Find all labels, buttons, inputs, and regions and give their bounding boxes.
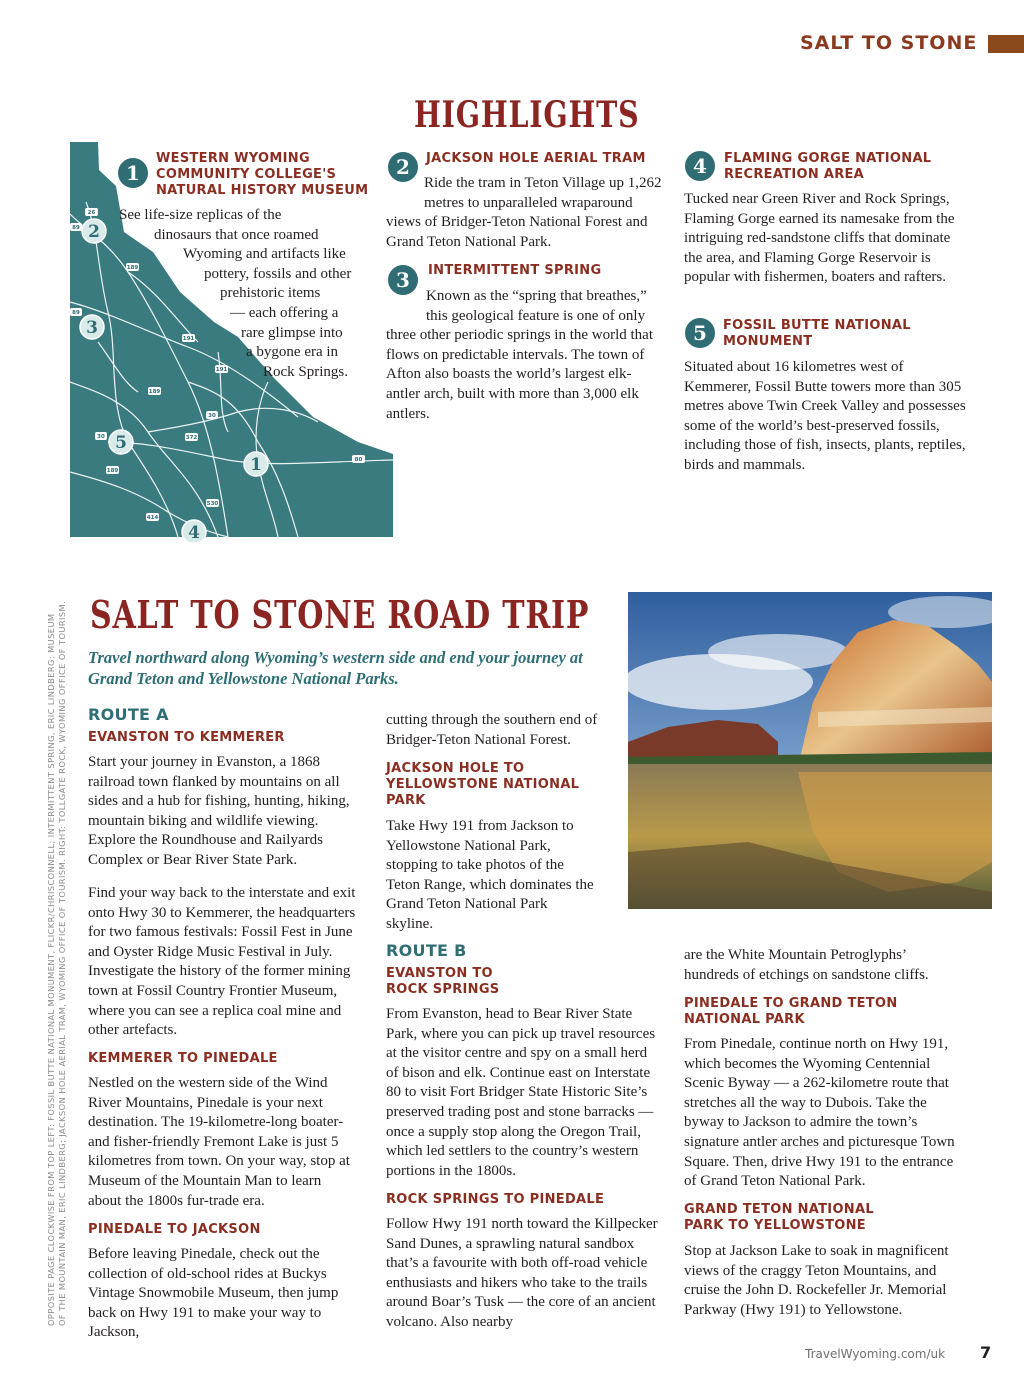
svg-text:30: 30 [208,413,216,419]
map-marker-2 [82,219,106,243]
highlight-number-5: 5 [685,318,715,348]
text-line: pottery, fossils and other [204,265,352,282]
svg-text:530: 530 [206,501,219,507]
map-marker-4 [182,520,206,542]
highlight-number-4: 4 [685,151,715,181]
map-region [70,142,393,537]
text-line: Wyoming and artifacts like [183,246,346,263]
text-line: prehistoric items [220,285,321,302]
svg-text:30: 30 [97,434,105,440]
svg-text:1: 1 [250,455,262,475]
photo-credit-line-1: OPPOSITE PAGE CLOCKWISE FROM TOP LEFT: FOSSIL BUTTE NATIONAL MONUMENT, FLICKR/CHRISCONNELL; INTERMITTENT SPRING, ERIC LINDBERG; MUSEUM [46,613,56,1326]
evanston-kemmerer-heading: EVANSTON TO KEMMERER [88,730,285,745]
route-shield [126,263,139,271]
svg-text:189: 189 [106,468,119,474]
highlight-number-3: 3 [388,265,418,295]
text-line: a bygone era in [246,344,339,361]
route-shield [206,499,219,507]
grand-teton-yellowstone-heading: GRAND TETON NATIONAL PARK TO YELLOWSTONE [684,1202,874,1233]
highlight-number-1: 1 [118,158,148,188]
evanston-kemmerer-p2: Find your way back to the interstate and exit onto Hwy 30 to Kemmerer, the headquarters for two famous festivals: Fossil Fest in June and Oyster Ridge Music Festival in July. Investigate the history of the former mining town at Fossil Country Frontier Museum, where you can see a replica coal mine and other artefacts. [88,885,356,1039]
roadtrip-title: SALT TO STONE ROAD TRIP [90,592,590,637]
paragraph: Ride the tram in Teton Village up 1,262 metres to unparalleled wraparound views of Bridger-Teton National Forest and Grand Teton National Park. [386,175,662,250]
svg-text:189: 189 [126,265,139,271]
route-shield [106,466,119,474]
highlight-title-flaming-gorge: FLAMING GORGE NATIONAL RECREATION AREA [724,151,932,182]
rock-springs-pinedale-heading: ROCK SPRINGS TO PINEDALE [386,1192,605,1207]
wyoming-map [68,142,394,542]
svg-text:191: 191 [182,336,195,342]
svg-text:2: 2 [88,222,100,242]
section-title: SALT TO STONE [800,32,978,54]
highlights-title: HIGHLIGHTS [414,94,640,136]
pinedale-grand-teton-body: From Pinedale, continue north on Hwy 191, which becomes the Wyoming Centennial Scenic Byway — a 262-kilometre route that stretches all the way to Dubois. Take the byway to Jackson to admire the town’s signature antler arches and picturesque Town Square. Then, drive Hwy 191 to the entrance of Grand Teton National Park. [684,1036,955,1190]
svg-text:80: 80 [354,457,363,463]
highlight-body-spring [386,287,664,424]
tollgate-rock-photo [628,592,992,909]
text-line: rare glimpse into [241,324,343,341]
route-shield [70,308,82,316]
svg-text:372: 372 [185,435,198,441]
text-line: Rock Springs. [263,363,349,380]
text-line: dinosaurs that once roamed [154,226,319,243]
grand-teton-yellowstone-body: Stop at Jackson Lake to soak in magnificent views of the craggy Teton Mountains, and cruise the John D. Rockefeller Jr. Memorial Parkway (Hwy 191) to Yellowstone. [684,1243,949,1318]
svg-text:89: 89 [72,310,80,316]
svg-text:3: 3 [86,318,98,338]
paragraph: Known as the “spring that breathes,” this geological feature is one of only three other periodic springs in the world that flows on predictable intervals. The town of Afton also boasts the world’s largest elk-antler arch, built with more than 3,000 elk antlers. [386,288,654,422]
page-number: 7 [980,1343,992,1362]
highlight-body-tram [386,174,664,252]
photo-credit-line-2: OF THE MOUNTAIN MAN, ERIC LINDBERG; JACKSON HOLE AERIAL TRAM, WYOMING OFFICE OF TOURISM. RIGHT: TOLLGATE ROCK, WYOMING OFFICE OF TOURISM. [57,600,67,1326]
map-marker-1 [244,452,268,476]
kemmerer-pinedale-heading: KEMMERER TO PINEDALE [88,1051,278,1066]
jackson-yellowstone-body: Take Hwy 191 from Jackson to Yellowstone National Park, stopping to take photos of the Teton Range, which dominates the Grand Teton National Park skyline. [386,818,594,932]
route-b-heading: ROUTE B [386,941,467,960]
route-shield [95,432,107,440]
svg-text:414: 414 [146,515,159,521]
route-shield [182,334,195,342]
svg-text:26: 26 [87,210,96,216]
route-a-heading: ROUTE A [88,705,169,724]
route-shield [215,365,228,373]
route-shield [146,513,159,521]
jackson-yellowstone-heading: JACKSON HOLE TO YELLOWSTONE NATIONAL PARK [386,761,580,808]
kemmerer-pinedale-body: Nestled on the western side of the Wind River Mountains, Pinedale is your next destination. The 19-kilometre-long boater- and fisher-friendly Fremont Lake is just 5 kilometres from town. On your way, stop at Museum of the Mountain Man to learn about the 1800s fur-trade era. [88,1075,350,1209]
svg-text:191: 191 [215,367,228,373]
highlight-body-flaming-gorge: Tucked near Green River and Rock Springs, Flaming Gorge earned its namesake from the intriguing red-sandstone cliffs that dominate the area, and Flaming Gorge Reservoir is popular with fishermen, boaters and rafters. [684,191,955,286]
evanston-kemmerer-p1: Start your journey in Evanston, a 1868 railroad town flanked by mountains on all sides and a hub for fishing, hunting, hiking, mountain biking and wildlife viewing. Explore the Roundhouse and Railyards Complex or Bear River State Park. [88,754,350,868]
highlight-number-2: 2 [388,152,418,182]
highlight-body-fossil-butte: Situated about 16 kilometres west of Kemmerer, Fossil Butte towers more than 305 metres above Twin Creek Valley and possesses some of the world’s best-preserved fossils, including those of fish, insects, plants, reptiles, birds and mammals. [684,359,966,473]
highlight-title-tram: JACKSON HOLE AERIAL TRAM [426,151,646,166]
svg-text:189: 189 [148,389,161,395]
evanston-rock-springs-body: From Evanston, head to Bear River State Park, where you can pick up travel resources at the visitor centre and spy on a small herd of bison and elk. Continue east on Interstate 80 to visit Fort Bridger State Historic Site’s preserved trading post and stone barracks — once a supply stop along the Oregon Trail, which led settlers to the country’s western portions in the 1800s. [386,1006,656,1179]
map-marker-5 [109,430,133,454]
footer-url: TravelWyoming.com/uk [805,1347,946,1361]
svg-text:4: 4 [188,523,200,542]
pinedale-jackson-continued: cutting through the southern end of Bridger-Teton National Forest. [386,712,598,748]
route-shield [148,387,161,395]
pinedale-grand-teton-heading: PINEDALE TO GRAND TETON NATIONAL PARK [684,996,898,1027]
rock-springs-pinedale-continued: are the White Mountain Petroglyphs’ hundreds of etchings on sandstone cliffs. [684,947,929,983]
roadtrip-intro: Travel northward along Wyoming’s western side and end your journey at Grand Teton and Yellowstone National Parks. [88,648,583,688]
text-line: — each offering a [230,305,339,321]
map-marker-3 [80,315,104,339]
highlight-title-fossil-butte: FOSSIL BUTTE NATIONAL MONUMENT [723,318,911,349]
route-shield [85,208,98,216]
route-shield [352,455,365,463]
route-shield [206,411,218,419]
section-accent-bar [988,35,1024,53]
evanston-rock-springs-heading: EVANSTON TO ROCK SPRINGS [386,966,500,997]
pinedale-jackson-body: Before leaving Pinedale, check out the collection of old-school rides at Buckys Vintage Snowmobile Museum, then jump back on Hwy 191 to make your way to Jackson, [88,1246,339,1341]
route-shield [185,433,198,441]
route-shield [70,223,82,231]
text-line: See life-size replicas of the [119,207,282,223]
rock-springs-pinedale-body: Follow Hwy 191 north toward the Killpecker Sand Dunes, a sprawling natural sandbox that’s a favourite with both off-road vehicle enthusiasts and hikers who take to the trails around Boar’s Tusk — the core of an ancient volcano. Also nearby [386,1216,658,1330]
pinedale-jackson-heading: PINEDALE TO JACKSON [88,1222,261,1237]
highlight-title-spring: INTERMITTENT SPRING [428,263,602,278]
svg-text:89: 89 [72,225,80,231]
highlight-title-museum: WESTERN WYOMING COMMUNITY COLLEGE'S NATURAL HISTORY MUSEUM [156,151,369,198]
svg-text:5: 5 [115,433,127,453]
